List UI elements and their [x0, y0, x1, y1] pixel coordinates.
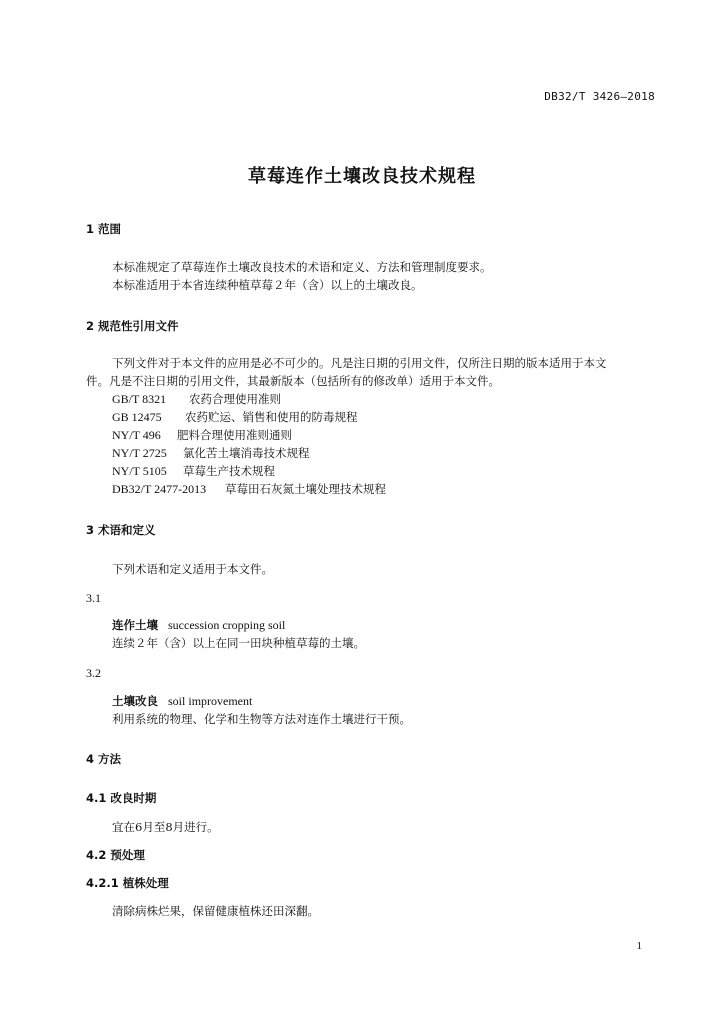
term-3-1-number: 3.1	[86, 591, 101, 605]
reference-item	[112, 481, 386, 497]
reference-code: NY/T 496	[112, 428, 161, 442]
reference-name: 农药合理使用准则	[189, 392, 281, 406]
reference-code: DB32/T 2477-2013	[112, 482, 207, 496]
section-4-2-heading: 4.2 预处理	[86, 848, 145, 862]
term-3-2-number: 3.2	[86, 666, 101, 680]
reference-name: 肥料合理使用准则通则	[177, 428, 292, 442]
section-4-1-heading: 4.1 改良时期	[86, 791, 157, 805]
term-3-2-definition: 利用系统的物理、化学和生物等方法对连作土壤进行干预。	[112, 712, 411, 726]
reference-code: NY/T 5105	[112, 464, 167, 478]
term-3-1-heading	[112, 617, 285, 633]
section-4-heading: 4 方法	[86, 752, 122, 766]
reference-item	[112, 391, 281, 407]
term-en: soil improvement	[168, 694, 253, 708]
term-3-1-definition: 连续２年（含）以上在同一田块种植草莓的土壤。	[112, 636, 365, 650]
reference-name: 草莓田石灰氮土壤处理技术规程	[225, 482, 386, 496]
reference-name: 农药贮运、销售和使用的防毒规程	[185, 410, 358, 424]
term-zh: 土壤改良	[112, 694, 158, 708]
standard-code: DB32/T 3426—2018	[544, 90, 655, 103]
section-1-para-2: 本标准适用于本省连续种植草莓２年（含）以上的土壤改良。	[112, 278, 423, 292]
reference-name: 氯化苦土壤消毒技术规程	[183, 446, 310, 460]
reference-item	[112, 427, 292, 443]
section-4-2-1-text: 清除病株烂果，保留健康植株还田深翻。	[112, 904, 319, 918]
section-4-1-text: 宜在6月至8月进行。	[112, 820, 219, 834]
section-3-intro: 下列术语和定义适用于本文件。	[112, 562, 273, 576]
section-2-intro-line-2: 件。凡是不注日期的引用文件，其最新版本（包括所有的修改单）适用于本文件。	[86, 374, 500, 388]
reference-item	[112, 409, 358, 425]
section-1-heading: 1 范围	[86, 222, 122, 236]
term-3-2-heading	[112, 693, 252, 709]
term-zh: 连作土壤	[112, 618, 158, 632]
section-1-para-1: 本标准规定了草莓连作土壤改良技术的术语和定义、方法和管理制度要求。	[112, 260, 492, 274]
reference-item	[112, 463, 275, 479]
reference-code: NY/T 2725	[112, 446, 167, 460]
section-2-heading: 2 规范性引用文件	[86, 319, 179, 333]
reference-item	[112, 445, 310, 461]
term-en: succession cropping soil	[168, 618, 286, 632]
reference-name: 草莓生产技术规程	[183, 464, 275, 478]
document-title: 草莓连作土壤改良技术规程	[248, 166, 476, 187]
section-3-heading: 3 术语和定义	[86, 523, 156, 537]
section-4-2-1-heading: 4.2.1 植株处理	[86, 876, 169, 890]
section-2-intro-line-1: 下列文件对于本文件的应用是必不可少的。凡是注日期的引用文件，仅所注日期的版本适用于本文	[112, 356, 607, 370]
reference-code: GB/T 8321	[112, 392, 167, 406]
page-number: 1	[636, 940, 642, 952]
reference-code: GB 12475	[112, 410, 162, 424]
